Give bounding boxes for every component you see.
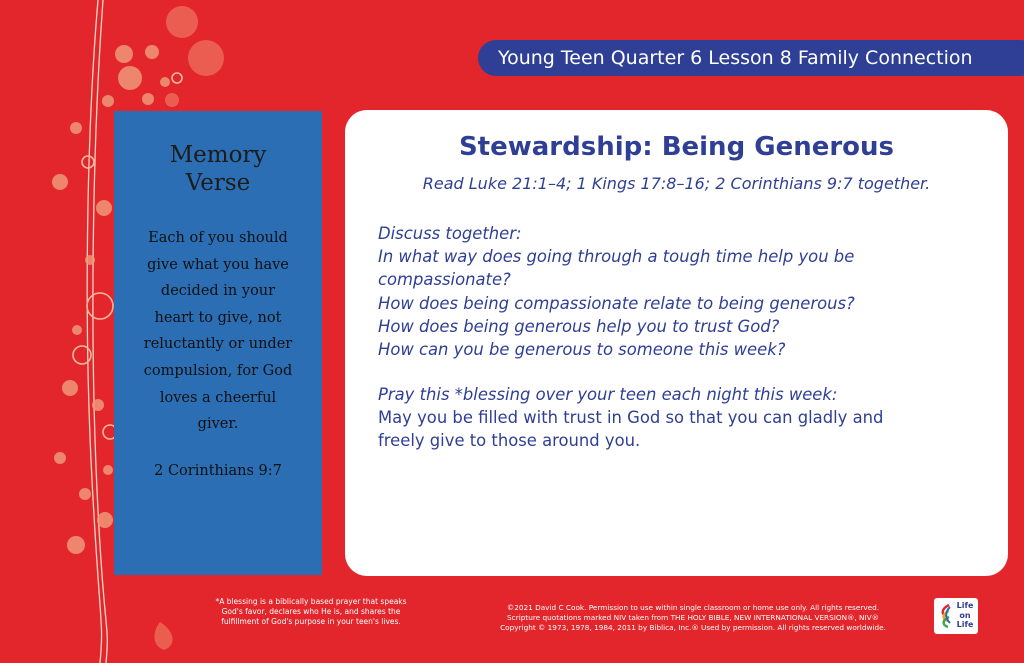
copyright-line: ©2021 David C Cook. Permission to use within single classroom or home use only. All rights reserved. [506, 603, 880, 612]
memory-verse-title-line: Verse [185, 170, 251, 196]
prayer-line: freely give to those around you. [378, 431, 641, 451]
banner-title: Young Teen Quarter 6 Lesson 8 Family Connection [498, 47, 973, 69]
prayer-intro: Pray this *blessing over your teen each night this week: [378, 385, 838, 404]
verse-line: Each of you should [148, 230, 288, 246]
discussion-questions [378, 222, 998, 361]
prayer-line: May you be filled with trust in God so that you can gladly and [378, 408, 884, 428]
reading-assignment: Read Luke 21:1–4; 1 Kings 17:8–16; 2 Corinthians 9:7 together. [422, 174, 931, 193]
memory-verse-card [114, 111, 322, 575]
blessing-footnote [196, 597, 426, 627]
logo-line: on [959, 610, 971, 620]
lesson-title: Stewardship: Being Generous [458, 132, 895, 162]
logo-text [954, 601, 976, 630]
life-on-life-logo [934, 598, 978, 634]
footnote-line: fulfillment of God's purpose in your teen's lives. [221, 617, 401, 626]
prayer-section [378, 383, 998, 453]
memory-verse-text [126, 225, 310, 438]
copyright-line: Scripture quotations marked NIV taken from THE HOLY BIBLE, NEW INTERNATIONAL VERSION®, NIV® [507, 613, 879, 622]
verse-line: reluctantly or under [143, 336, 293, 353]
discussion-line: Discuss together: [378, 224, 522, 243]
verse-reference: 2 Corinthians 9:7 [154, 463, 282, 479]
discussion-line: How can you be generous to someone this week? [378, 340, 786, 360]
verse-line: decided in your [160, 283, 276, 300]
logo-line: Life [956, 620, 974, 629]
verse-line: loves a cheerful [159, 389, 277, 406]
verse-line: compulsion, for God [143, 362, 293, 379]
lesson-card [345, 110, 1008, 576]
copyright-notice [458, 603, 928, 633]
verse-line: give what you have [147, 256, 289, 273]
memory-verse-title [114, 141, 322, 197]
footnote-line: God's favor, declares who He is, and shares the [221, 607, 401, 616]
verse-line: giver. [197, 416, 239, 433]
logo-line: Life [956, 601, 974, 610]
lesson-banner [478, 40, 1024, 76]
copyright-line: Copyright © 1973, 1978, 1984, 2011 by Biblica, Inc.® Used by permission. All rights reserved worldwide. [500, 623, 886, 632]
discussion-line: How does being generous help you to trust God? [378, 316, 780, 336]
discussion-line: In what way does going through a tough time help you be [378, 247, 855, 267]
discussion-line: How does being compassionate relate to being generous? [378, 293, 855, 313]
memory-verse-title-line: Memory [169, 142, 267, 168]
verse-line: heart to give, not [154, 309, 282, 326]
discussion-line: compassionate? [378, 270, 511, 290]
footnote-line: *A blessing is a biblically based prayer that speaks [215, 597, 407, 606]
logo-mark-icon [937, 603, 953, 629]
